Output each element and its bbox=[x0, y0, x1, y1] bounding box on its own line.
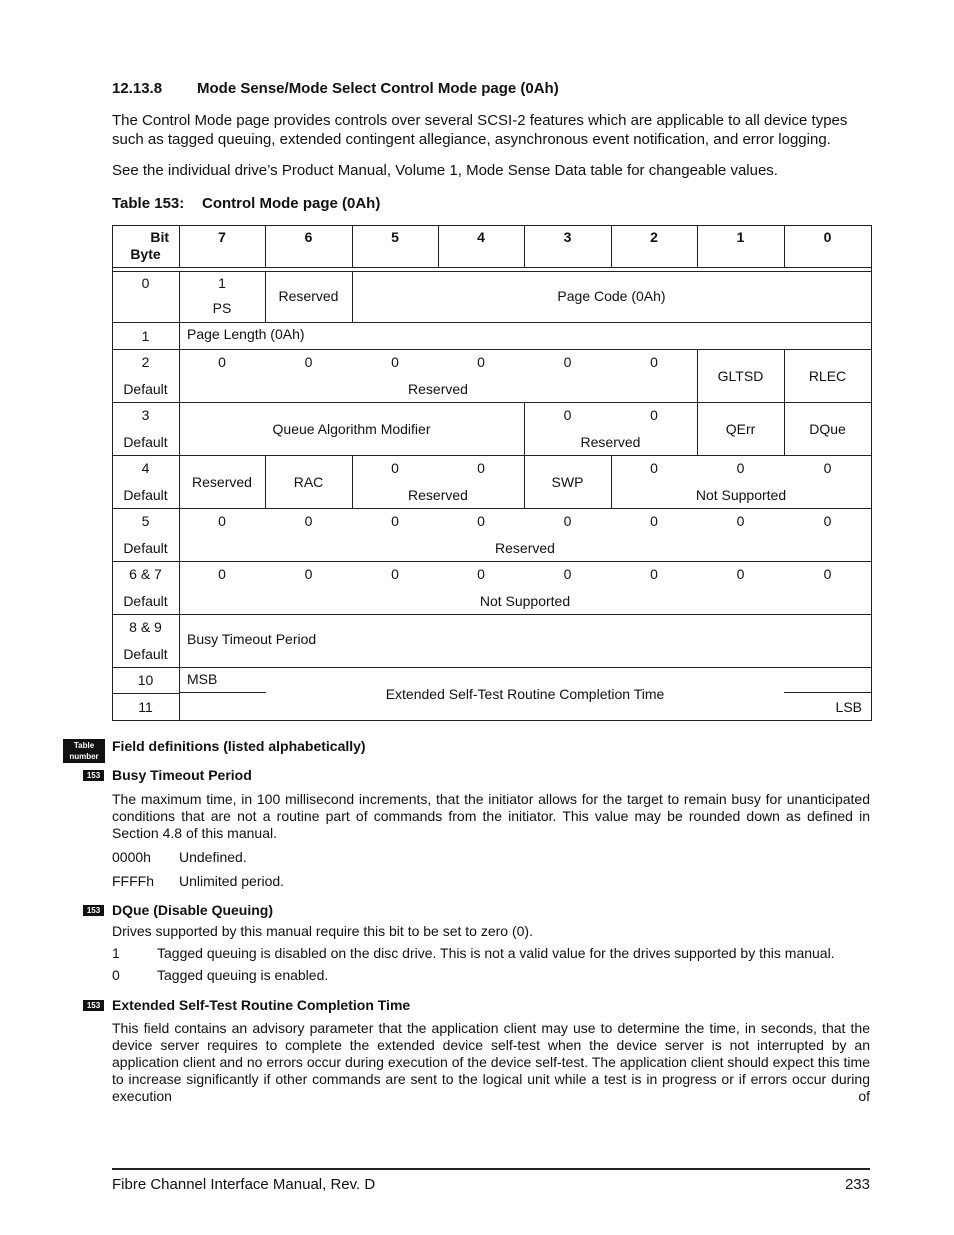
qerr: QErr bbox=[725, 421, 756, 437]
queue-algorithm-modifier: Queue Algorithm Modifier bbox=[272, 421, 431, 437]
table-caption-title: Control Mode page (0Ah) bbox=[202, 195, 381, 212]
byte5-bit2-default: 0 bbox=[650, 513, 658, 529]
byte67-default: Default bbox=[123, 593, 168, 609]
page-number: 233 bbox=[844, 1176, 870, 1193]
header-bit-0: 0 bbox=[823, 229, 832, 245]
section-title: Mode Sense/Mode Select Control Mode page (0Ah) bbox=[197, 80, 559, 97]
table-number-badge bbox=[63, 739, 105, 763]
byte4-bit4-default: 0 bbox=[477, 460, 485, 476]
dque-value-desc-2: Tagged queuing is enabled. bbox=[157, 967, 329, 983]
dque-heading: DQue (Disable Queuing) bbox=[112, 902, 274, 918]
byte67-bit7-default: 0 bbox=[218, 566, 226, 582]
byte2-bit5-default: 0 bbox=[391, 354, 399, 370]
byte2-bit2-default: 0 bbox=[650, 354, 658, 370]
section-heading bbox=[112, 80, 559, 97]
rac: RAC bbox=[293, 474, 324, 490]
field-definitions-heading: Field definitions (listed alphabetically) bbox=[112, 738, 366, 754]
lsb-label: LSB bbox=[835, 699, 862, 715]
byte3-reserved: Reserved bbox=[580, 434, 641, 450]
byte67-bit2-default: 0 bbox=[650, 566, 658, 582]
byte-3: 3 bbox=[141, 407, 150, 423]
byte0-reserved: Reserved bbox=[278, 288, 339, 304]
byte2-bit3-default: 0 bbox=[563, 354, 572, 370]
intro-paragraph-2: See the individual drive’s Product Manual, Volume 1, Mode Sense Data table for changeable values. bbox=[112, 162, 778, 179]
table-caption bbox=[112, 195, 380, 212]
byte89-default: Default bbox=[123, 646, 168, 662]
byte67-bit6-default: 0 bbox=[304, 566, 313, 582]
busy-timeout-description: The maximum time, in 100 millisecond increments, that the initiator allows for the target to remain busy for unanticipated conditions that are not a routine part of commands from the initiator. This value may be rounded down as defined in Section 4.8 of this manual. bbox=[112, 791, 870, 841]
byte2-reserved: Reserved bbox=[408, 381, 468, 397]
intro-paragraph-1: The Control Mode page provides controls over several SCSI-2 features which are applicable to all device types such as tagged queuing, extended contingent allegiance, asynchronous event notification, and error logging. bbox=[112, 112, 848, 148]
header-bit-5: 5 bbox=[391, 229, 399, 245]
byte-11: 11 bbox=[138, 699, 153, 715]
byte5-bit7-default: 0 bbox=[218, 513, 226, 529]
byte4-default: Default bbox=[123, 487, 168, 503]
dque-description: Drives supported by this manual require this bit to be set to zero (0). bbox=[112, 923, 533, 939]
byte2-bit6-default: 0 bbox=[304, 354, 313, 370]
byte4-bit0-default: 0 bbox=[823, 460, 832, 476]
table-ref-badge: 153 bbox=[83, 905, 104, 916]
table-ref-badge: 153 bbox=[83, 1000, 104, 1011]
section-number: 12.13.8 bbox=[112, 80, 163, 97]
byte5-bit4-default: 0 bbox=[477, 513, 485, 529]
byte67-bit3-default: 0 bbox=[563, 566, 572, 582]
dque: DQue bbox=[809, 421, 846, 437]
byte4-not-supported: Not Supported bbox=[695, 487, 787, 503]
byte5-bit6-default: 0 bbox=[304, 513, 313, 529]
dque-value-desc-1: Tagged queuing is disabled on the disc drive. This is not a valid value for the drives supported by this manual. bbox=[157, 945, 835, 961]
rlec: RLEC bbox=[808, 368, 847, 384]
byte2-bit7-default: 0 bbox=[218, 354, 226, 370]
byte67-bit1-default: 0 bbox=[736, 566, 745, 582]
busy-value-code-1: 0000h bbox=[112, 849, 151, 865]
byte-2: 2 bbox=[141, 354, 150, 370]
busy-timeout-heading: Busy Timeout Period bbox=[112, 767, 252, 783]
header-bit: Bit bbox=[150, 229, 169, 245]
byte-1: 1 bbox=[141, 328, 150, 344]
header-bit-1: 1 bbox=[736, 229, 745, 245]
control-mode-table bbox=[112, 225, 872, 721]
table-ref-badge: 153 bbox=[83, 770, 104, 781]
byte4-bit1-default: 0 bbox=[736, 460, 745, 476]
header-bit-7: 7 bbox=[218, 229, 226, 245]
busy-timeout-period: Busy Timeout Period bbox=[187, 631, 317, 647]
byte-4: 4 bbox=[141, 460, 150, 476]
busy-value-desc-2: Unlimited period. bbox=[179, 873, 285, 889]
byte5-default: Default bbox=[123, 540, 168, 556]
byte5-reserved: Reserved bbox=[495, 540, 555, 556]
byte5-bit3-default: 0 bbox=[563, 513, 572, 529]
byte-0: 0 bbox=[141, 275, 150, 291]
byte5-bit5-default: 0 bbox=[391, 513, 399, 529]
byte-5: 5 bbox=[141, 513, 150, 529]
byte67-bit5-default: 0 bbox=[391, 566, 399, 582]
footer-rule bbox=[112, 1168, 870, 1170]
byte3-bit2-default: 0 bbox=[650, 407, 658, 423]
byte2-bit4-default: 0 bbox=[477, 354, 485, 370]
byte4-bit2-default: 0 bbox=[650, 460, 658, 476]
header-bit-3: 3 bbox=[563, 229, 572, 245]
byte4-reserved-bit7: Reserved bbox=[192, 474, 252, 490]
dque-value-code-2: 0 bbox=[112, 967, 120, 983]
byte2-default: Default bbox=[123, 381, 168, 397]
byte-6-7: 6 & 7 bbox=[129, 566, 162, 582]
header-bit-6: 6 bbox=[304, 229, 313, 245]
extended-self-test-heading: Extended Self-Test Routine Completion Time bbox=[112, 997, 411, 1013]
byte67-bit0-default: 0 bbox=[823, 566, 832, 582]
ps-value: 1 bbox=[218, 275, 226, 291]
busy-value-code-2: FFFFh bbox=[112, 873, 154, 889]
byte67-bit4-default: 0 bbox=[477, 566, 485, 582]
extended-self-test-description: This field contains an advisory parameter that the application client may use to determine the time, in seconds, that the device server requires to complete the extended device self-test when the device server is not interrupted by an application client and no errors occur during execution of the device self-test. The application client should expect this time to increase significantly if other commands are sent to the logical unit while a test is in progress or if errors occur during execution of bbox=[112, 1020, 870, 1104]
byte-10: 10 bbox=[137, 672, 154, 688]
byte5-bit1-default: 0 bbox=[736, 513, 745, 529]
table-number-badge-line-2: number bbox=[69, 752, 99, 761]
byte-8-9: 8 & 9 bbox=[129, 619, 162, 635]
table-caption-number: Table 153: bbox=[112, 195, 185, 212]
byte67-not-supported: Not Supported bbox=[479, 593, 571, 609]
page-length: Page Length (0Ah) bbox=[187, 326, 305, 342]
page-code: Page Code (0Ah) bbox=[557, 288, 666, 304]
footer-title: Fibre Channel Interface Manual, Rev. D bbox=[112, 1176, 376, 1193]
byte3-bit3-default: 0 bbox=[563, 407, 572, 423]
header-bit-4: 4 bbox=[477, 229, 485, 245]
dque-value-code-1: 1 bbox=[112, 945, 120, 961]
msb-label: MSB bbox=[187, 671, 218, 687]
header-bit-2: 2 bbox=[650, 229, 658, 245]
gltsd: GLTSD bbox=[717, 368, 764, 384]
byte4-reserved-bits54: Reserved bbox=[408, 487, 468, 503]
table-number-badge-line-1: Table bbox=[73, 741, 95, 750]
swp: SWP bbox=[551, 474, 584, 490]
ps-label: PS bbox=[212, 300, 232, 316]
byte3-default: Default bbox=[123, 434, 168, 450]
extended-self-test-time: Extended Self-Test Routine Completion Time bbox=[385, 686, 665, 702]
byte4-bit5-default: 0 bbox=[391, 460, 399, 476]
header-byte: Byte bbox=[130, 246, 161, 262]
byte5-bit0-default: 0 bbox=[823, 513, 832, 529]
busy-value-desc-1: Undefined. bbox=[179, 849, 247, 865]
